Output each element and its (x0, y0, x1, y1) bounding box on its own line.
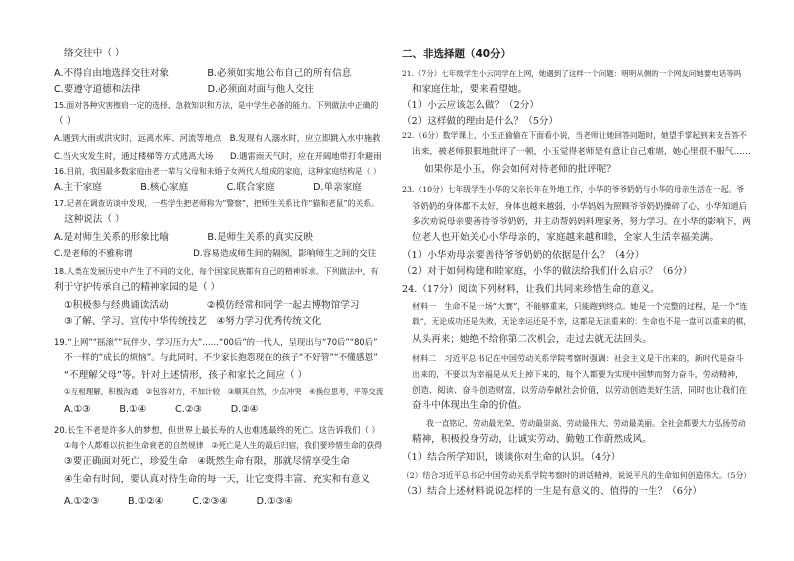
left-line-9: A.主干家庭 B.核心家庭 C.联合家庭 D.单亲家庭 (54, 182, 362, 193)
left-line-22: A.①③ B.①④ C.②③ D.②④ (64, 404, 259, 415)
left-line-20: “不理解父母”等。针对上述情形，孩子和家长之间应（ ） (64, 370, 308, 381)
right-line-5: （2）这样做的理由是什么？（5分） (402, 116, 559, 127)
right-line-26: （2）结合习近平总书记中国劳动关系学院考察时的讲话精神，说说平凡的生命如何创造伟大。（5分） (402, 471, 752, 480)
right-line-19: 材料二 习近平总书记在中国劳动关系学院考察时强调：社会主义是干出来的，新时代是奋斗 (412, 353, 744, 363)
right-line-8: 如果你是小玉，你会如何对待老师的批评呢？ (424, 164, 616, 175)
left-line-19: 不一样的“成长的烦恼”。与此同时，不少家长抱怨现在的孩子“不好管”“不懂感恩” (64, 353, 378, 363)
right-line-12: 位老人也开始关心小华母亲的，家庭越来越和睦，全家人生活幸福美满。 (412, 232, 719, 243)
right-line-10: 爷奶奶的身体都不太好，身体也越来越弱，小华妈妈为照顾爷爷奶奶操碎了心，小华知道后 (412, 201, 747, 211)
left-line-27: A.①②③ B.①②④ C.②③④ D.①③④ (64, 496, 293, 507)
left-line-4: 15.面对各种灾害擦肩一定的选择、急救知识和方法，是中学生必备的能力。下列做法中正确的 (54, 101, 379, 110)
right-line-22: 奋斗中体现出生命的价值。 (412, 400, 528, 411)
left-line-26: ④生命有时间，要认真对待生命的每一天，让它变得丰富、充实和有意义 (64, 474, 371, 485)
left-line-14: 18.人类在发展历史中产生了不同的文化，每个国家民族都有自己的精神诉求。下列做法中，有 (54, 267, 379, 276)
right-line-3: 和家庭住址，要来看望她。 (412, 84, 528, 95)
right-line-24: 精神，积极投身劳动，让诚实劳动、勤勉工作蔚然成风。 (412, 434, 652, 445)
left-line-17: ③了解、学习、宣传中华传统技艺 ④努力学习优秀传统文化 (64, 316, 322, 327)
left-line-18: 19.“上网”“摇滚”“玩伴少、学习压力大”……“00后”的一代人，呈现出与“70后”“80后” (54, 337, 378, 347)
left-line-3: C.要遵守道德和法律 D.必须面对面与他人交往 (54, 84, 315, 95)
right-line-9: 23.（10分）七年级学生小华的父亲长年在外地工作，小华的爷爷奶奶与小华的母亲生活在一起。爷 (402, 185, 744, 194)
left-line-12: A.是对师生关系的形象比喻 B.是师生关系的真实反映 (54, 232, 313, 243)
right-line-7: 出来，被老师狠狠地批评了一顿，小玉觉得老师是有意让自己难堪，她心里很不服气…… (412, 147, 751, 157)
left-line-13: C.是老师的不雅称谓 D.容易造成师生间的隔阂，影响师生之间的交往 (54, 249, 377, 259)
left-line-7: C.当火灾发生时，通过楼梯等方式逃离大场 D.遇雷雨天气时，应在开阔地带打伞避雨 (54, 151, 382, 161)
left-line-15: 利于守护传承自己的精神家园的是（ ） (54, 282, 221, 293)
right-line-6: 22.（6分）数学课上，小玉正偷偷在下面看小说，当老师让她回答问题时，她望手掌起到来支吾答不 (402, 131, 747, 140)
right-line-18: 从头再来；她绝不给你第二次机会，走过去就无法回头。 (412, 334, 652, 345)
right-line-11: 多次劝说母亲要善待爷爷奶奶，并主动帮妈妈料理家务，努力学习。在小华的影响下，两 (412, 217, 751, 227)
left-line-8: 16.目前，我国最多数家庭由老一辈与父母和未婚子女两代人组成的家庭，这种家庭结构是（ ） (54, 167, 381, 176)
left-line-25: ③要正确面对死亡，珍爱生命 ④既然生命有限，那就尽情享受生命 (64, 456, 350, 467)
right-line-4: （1）小云应该怎么做？（2分） (402, 100, 539, 111)
left-line-5: （ ） (54, 116, 77, 127)
left-line-24: ①每个人都难以抗拒生命衰老的自然规律 ②死亡是人生的最后归宿，我们要珍惜生命的获得 (64, 441, 383, 450)
right-line-27: （3）结合上述材料说说怎样的一生是有意义的、值得的一生？（6分） (402, 486, 703, 497)
left-line-1: 络交往中（ ） (64, 48, 125, 59)
right-line-25: （1）结合所学知识，谈谈你对生命的认识。（4分） (402, 452, 621, 463)
right-line-14: （2）对于如何构建和睦家庭，小华的做法给我们什么启示？（6分） (402, 266, 693, 277)
left-line-16: ①积极参与经典诵读活动 ②模仿经常和同学一起去博物馆学习 (64, 300, 360, 311)
right-line-21: 创造、阅读、奋斗创造财富，以劳动奉献社会价值，以劳动创造美好生活，同时也让我们在 (412, 385, 747, 395)
left-line-10: 17.记者在调查访谈中发现，一些学生把老师称为“警察”，把师生关系比作“猫和老鼠”的关系。 (54, 199, 379, 208)
right-line-13: （1）小华劝母亲要善待爷爷奶奶的依据是什么？（4分） (402, 250, 645, 261)
right-line-20: 出来的，不要以为幸福是从天上掉下来的，每个人都要为实现中国梦而努力奋斗，劳动精神， (412, 369, 744, 379)
right-line-15: 24.（17分）阅读下列材料，让我们共同来珍惜生命的意义。 (402, 284, 660, 295)
left-line-23: 20.长生不老是许多人的梦想，但世界上最长寿的人也难逃最终的死亡。这告诉我们（ ） (54, 425, 380, 435)
right-line-17: 载”，无论成功还是失败，无论幸运还是不幸，这都是无法重来的：生命也不是一盘可以重来的棋， (412, 317, 752, 326)
right-line-16: 材料一 生命不是一场“大赛”，不能够重来，只能跑到终点。她是一个完整的过程，是一个“连 (412, 301, 748, 311)
right-line-2: 21.（7分）七年级学生小云同学在上网，她遇到了这样一个问题：明明从侧的一个网友问她要电话等吗 (402, 69, 742, 78)
right-line-23: 我一直铭记，劳动最光荣、劳动最崇高、劳动最伟大、劳动最美丽。全社会都要大力弘扬劳动 (426, 419, 746, 428)
left-line-6: A.遇到大雨或洪灾时，远离水库、河流等地点 B.发现有人溺水时，应立即跳入水中施救 (54, 133, 381, 143)
left-line-21: ①互相理解，积极沟通 ②包容对方，不加计较 ③顺其自然，少点冲突 ④换位思考，平等交流 (64, 387, 384, 396)
left-line-2: A.不得自由地选择交往对象 B.必须如实地公布自己的所有信息 (54, 68, 352, 79)
right-line-1: 二、非选择题（40分） (402, 48, 512, 60)
left-line-11: 这种说法（ ） (64, 214, 125, 225)
